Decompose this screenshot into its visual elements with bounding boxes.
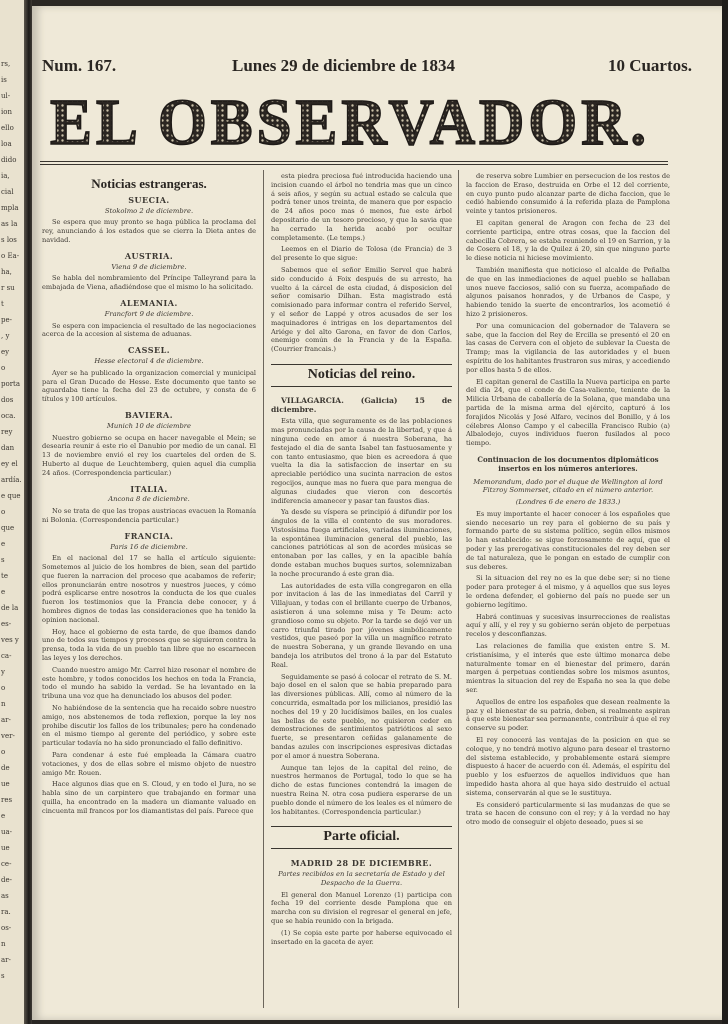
- margin-fragment: ce-: [1, 860, 12, 868]
- margin-fragment: e: [1, 588, 6, 596]
- margin-fragment: ello: [1, 124, 14, 132]
- paragraph: Las relaciones de familia que existen entre S. M. cristianísima, y el interés que este último monarca debe naturalmente tomar en el bienestar del primero, darán margen á perpetuas contiendas sobre los mismos asuntos, mientras la situacion del rey de España no sea la que debe ser.: [466, 642, 670, 695]
- paragraph: Es muy importante el hacer conocer á los españoles que siendo necesario un rey para el gobierno de su país y formando parte de su sistema político, según ellos mismos lo han establecido: se sigue forzosamente de aquí, que el poder y las prerogativas constitucionales del rey deben ser de tal naturaleza, que le pongan en estado de cumplir con sus deberes.: [466, 509, 670, 571]
- masthead-rule-top: [40, 161, 668, 162]
- dateline: Francfort 9 de diciembre.: [104, 309, 194, 318]
- paragraph: Cuando nuestro amigo Mr. Carrel hizo resonar el nombre de este hombre, y todos conocidos los hechos en toda la Francia, todo el mundo ha sabido la verdad. Se ha levantado en la tribuna una voz que ha denunciado los abusos del poder.: [42, 665, 256, 701]
- margin-fragment: n: [1, 700, 6, 708]
- paragraph: Leemos en el Diario de Tolosa (de Francia) de 3 del presente lo que sigue:: [271, 245, 452, 263]
- margin-fragment: que: [1, 524, 15, 532]
- paragraph: Hoy, hace el gobierno de esta tarde, de que íbamos dando uno de todos sus tiempos y procesos que se siguieron contra la prensa, toda la vida de un pueblo tan libre que no escarnecen las leyes y los derechos.: [42, 627, 256, 663]
- paragraph: Se habla del nombramiento del Príncipe Talleyrand para la embajada de Viena, añadiéndose que el mismo lo ha solicitado.: [42, 274, 256, 292]
- margin-fragment: rey: [1, 428, 13, 436]
- margin-fragment: te: [1, 572, 8, 580]
- paragraph: Hace algunos dias que en S. Cloud, y en todo el Jura, no se habla sino de un carpintero que trabajando en formar una quilla, ha encontrado en la madera un diamante valuado en cincuenta mil francos por los diamantistas del país. Parece que: [42, 780, 256, 815]
- subheading: BAVIERA.: [124, 409, 174, 420]
- dateline: Viena 9 de diciembre.: [111, 262, 187, 271]
- section-heading: Parte oficial.: [271, 826, 452, 849]
- margin-fragment: as la: [1, 220, 18, 228]
- margin-fragment: as: [1, 892, 9, 900]
- dateline: Memorandum, dado por el duque de Wellington al lord Fitzroy Sommerset, citado en el número anterior.: [473, 477, 663, 495]
- margin-fragment: ra.: [1, 908, 11, 916]
- margin-fragment: loa: [1, 140, 12, 148]
- paragraph: Ayer se ha publicado la organizacion comercial y municipal para el Gran Ducado de Hesse. Este documento que tanto se aguardaba tiene la fecha del 23 de octubre, y consta de 6 títulos y 100 artículos.: [42, 368, 256, 404]
- paragraph: También manifiesta que noticioso el alcalde de Peñalba de que en las inmediaciones de aquel pueblo se hallaban unos nueve facciosos, salió con su fuerza, acompañado de algunos paisanos honrados, y de Urbanos de Caspe, y habiendo tenido la suerte de encontrarlos, los acometió é hizo 2 prisioneros.: [466, 265, 670, 318]
- paragraph: El capitan general de Castilla la Nueva participa en parte del dia 24, que el conde de Casa-valiente, teniente de la Milicia Urbana de caballería de la Solana, que mandaba una partida de la misma arma del ejército, capturó á los forajidos Nicolás y José Alfaro, vecinos del Bonillo, y á los célebres Alonso Campo y el cabecilla Francisco Rubio (a) Albalodejo, cuyos individuos fueron fusilados al poco tiempo.: [466, 377, 670, 448]
- issue-number: Num. 167.: [42, 56, 117, 75]
- margin-fragment: ia,: [1, 172, 10, 180]
- margin-fragment: ul-: [1, 92, 11, 100]
- margin-fragment: n: [1, 940, 6, 948]
- masthead-title: EL OBSERVADOR.: [50, 88, 650, 154]
- book-gutter: [24, 0, 32, 1024]
- subheading: FRANCIA.: [124, 530, 174, 541]
- margin-fragment: de la: [1, 604, 19, 612]
- paragraph: El capitan general de Aragon con fecha de 23 del corriente participa, entre otras cosas, que la faccion del cabecilla Cobrera, se estaba reuniendo el 19 en Sarrion, y la de Cosera el 18, y la de Quilez á 20, sin que ninguno parte le diese noticia ni hiciese movimiento.: [466, 218, 670, 263]
- margin-fragment: ver-: [1, 732, 15, 740]
- paragraph: Nuestro gobierno se ocupa en hacer navegable el Mein; se desearia reunir á este rio el Danubio por medio de un canal. El 13 de noviembre envió el rey los cuarteles del orden de S. Huberto al duque de Leuchtemberg, quien aquel dia cumplia 24 años. (Correspondencia particular.): [42, 433, 256, 477]
- margin-fragment: s los: [1, 236, 17, 244]
- dateline: Partes recibidos en la secretaría de Estado y del Despacho de la Guerra.: [278, 869, 445, 887]
- margin-fragment: ua-: [1, 828, 13, 836]
- paragraph: Las autoridades de esta villa congregaron en ella por invitacion á las de las inmediatas del Carril y Villajuan, y todas con el brillante cuerpo de Urbanos, asistieron á una solemne misa y Te Deum: acto grandioso como su objeto. Por la tarde se dejó ver un carro triunfal tirado por jóvenes simbólicamente vestidos, que paseó por la villa un magnífico retrato de nuestra Soberana, y un grande llevando en una bandeja los atributos del trono á la par del Estatuto Real.: [271, 581, 452, 669]
- margin-fragment: de: [1, 764, 10, 772]
- issue-price: 10 Cuartos.: [607, 56, 692, 75]
- right-edge: [722, 0, 728, 1024]
- margin-fragment: ves y: [1, 636, 19, 644]
- margin-fragment: e: [1, 812, 6, 820]
- margin-fragment: oca.: [1, 412, 16, 420]
- margin-fragment: ardía.: [1, 476, 22, 484]
- column-2: [271, 172, 452, 1012]
- dateline: Stokolmo 2 de diciembre.: [104, 206, 194, 215]
- newspaper-page: [32, 6, 722, 1020]
- section-heading: Noticias estrangeras.: [91, 176, 207, 191]
- paragraph: Seguidamente se pasó á colocar el retrato de S. M. bajo dosel en el salon que se habia preparado para las diversiones públicas. Allí, como al número de la concurrida, esmaltada por los milicianos, presidió las noches del 19 y 20 lucidísimos bailes, en los cuales las bellas de este pueblo, no quisieron ceder en demostraciones de sentimientos patrióticos al sexo fuerte, se presentaron ceñidas galanamente de bandas azules con inscripciones espresivas dictadas por el amor á nuestra Soberana.: [271, 672, 452, 760]
- lead-line: VILLAGARCIA. (Galicia) 15 de diciembre.: [271, 395, 452, 414]
- subheading: ITALIA.: [130, 483, 168, 494]
- paragraph: El rey conocerá las ventajas de la posicion en que se coloque, y no tendrá motivo alguno para desear el trastorno del sistema establecido, y probablemente estará siempre dispuesto á hacer de acuerdo con él. Además, el espíritu del pueblo y los esfuerzos de aquellos individuos que han impedido hasta ahora al que haya sido destruido el actual sistema, conservarán al que se le sustituya.: [466, 736, 670, 797]
- margin-fragment: , y: [1, 332, 10, 340]
- margin-fragment: o: [1, 364, 6, 372]
- margin-fragment: o: [1, 508, 6, 516]
- margin-fragment: o: [1, 748, 6, 756]
- dateline: Munich 10 de diciembre: [106, 421, 192, 430]
- issue-date: Lunes 29 de diciembre de 1834: [232, 56, 456, 75]
- paragraph: (1) Se copia este parte por haberse equivocado el insertado en la gaceta de ayer.: [271, 928, 452, 946]
- margin-fragment: o: [1, 684, 6, 692]
- margin-fragment: porta: [1, 380, 21, 388]
- margin-fragment: ca-: [1, 652, 12, 660]
- paragraph: Aquellos de entre los españoles que desean realmente la paz y el bienestar de su patria, deben, si realmente aspiran á que este bienestar sea permanente, contribuir á que el rey conserve su poder.: [466, 697, 670, 733]
- paragraph: No habiéndose de la sentencia que ha recaido sobre nuestro amigo, nos abstenemos de toda reflexion, porque la ley nos prohibe discutir los fallos de los tribunales; pero ha condenado en el mismo tiempo al gerente del periódico, y sobre este particular todavía no ha sido pronunciado el fallo definitivo.: [42, 704, 256, 748]
- margin-fragment: ion: [1, 108, 12, 116]
- previous-page-edge: [0, 0, 26, 1024]
- paragraph: Habrá continuas y sucesivas insurrecciones de realistas aquí y allí, y el rey y su gobierno serán objeto de perpetuas recelos y desconfianzas.: [466, 612, 670, 639]
- margin-fragment: t: [1, 300, 4, 308]
- margin-fragment: ey: [1, 348, 10, 356]
- margin-fragment: ar-: [1, 956, 11, 964]
- margin-fragment: ha,: [1, 268, 12, 276]
- margin-fragment: pe-: [1, 316, 12, 324]
- paragraph: esta piedra preciosa fué introducida haciendo una incision cuando el árbol no tendria mas que un cinco á seis años, y según su actual estado se calcula que podrá tener unos treinta, de manera que por espacio de 24 años poco mas ó menos, fue este árbol depositario de un tesoro precioso, y que la savia que ha cerrado la herida acabó por ocultar completamente. (Le temps.): [271, 172, 452, 242]
- column-1: [42, 172, 256, 1012]
- dateline: Ancona 8 de diciembre.: [108, 495, 190, 504]
- margin-fragment: dan: [1, 444, 15, 452]
- column-rule-1: [263, 170, 264, 1008]
- margin-fragment: is: [1, 76, 7, 84]
- masthead-rule-bottom: [40, 164, 668, 165]
- margin-fragment: ue: [1, 844, 10, 852]
- margin-fragment: dos: [1, 396, 14, 404]
- margin-fragment: s: [1, 556, 5, 564]
- subheading: MADRID 28 DE DICIEMBRE.: [290, 858, 433, 869]
- subheading: CASSEL.: [128, 345, 170, 356]
- margin-fragment: ey el: [1, 460, 18, 468]
- column-3: [466, 172, 670, 1012]
- paragraph: Si la situacion del rey no es la que debe ser; si no tiene poder para proteger á el mismo, y á aquellos que sus leyes le ordena defender, el gobierno del país no puede ser un gobierno legítimo.: [466, 574, 670, 609]
- margin-fragment: cial: [1, 188, 14, 196]
- paragraph: Es consideró particularmente si las mudanzas de que se trata se hacen de consuno con el rey; y á la verdad no hay otro modo de conseguir el objeto deseado, pues si se: [466, 800, 670, 827]
- dateline: Hesse electoral 4 de diciembre.: [94, 356, 204, 365]
- margin-fragment: mpla: [1, 204, 19, 212]
- margin-fragment: de-: [1, 876, 12, 884]
- margin-fragment: e: [1, 540, 6, 548]
- margin-fragment: y: [1, 668, 5, 676]
- subheading: ALEMANIA.: [120, 297, 178, 308]
- paragraph: de reserva sobre Lumbier en persecucion de los restos de la faccion de Eraso, destruida en Orbe el 12 del corriente, en cuyo punto pudo alcanzar parte de dicha faccion, que le cedió habiendo consumido á la referida plaza de Pamplona veinte y tantos prisioneros.: [466, 172, 670, 216]
- margin-fragment: o Ea-: [1, 252, 20, 260]
- paragraph: Sabemos que el señor Emilio Servel que habrá sido conducido á Foix después de su arresto, ha vuelto á la cárcel de esta ciudad, á disposicion del señor comisario Dilhan. Esta magistrado está comisionado para informar contra el referido Servel, y el señor de Lappé y otros acusados de ser los maquinadores é intrigas en los departamentos del Ariége y del alto Garona, en favor de don Carlos, enemigo común de la Francia y de la España. (Courrier francais.): [271, 265, 452, 354]
- margin-fragment: r su: [1, 284, 15, 292]
- margin-fragment: s: [1, 972, 5, 980]
- margin-fragment: res: [1, 796, 13, 804]
- masthead: [40, 88, 660, 154]
- subheading: AUSTRIA.: [124, 250, 174, 261]
- paragraph: El general don Manuel Lorenzo (1) participa con fecha 19 del corriente desde Pamplona que en marcha con su division el regresar el general en jefe, que se había reunido con la brigada.: [271, 890, 452, 925]
- section-heading: Noticias del reino.: [271, 364, 452, 387]
- caption: Continuacion de los documentos diplomáticos insertos en los números anteriores.: [477, 454, 659, 473]
- paragraph: Para condenar á este fué empleada la Cámara cuatro votaciones, y dos de ellas sobre el mismo objeto de nuestro amigo Mr. Rouen.: [42, 751, 256, 777]
- dateline: Paris 16 de diciembre.: [110, 542, 188, 551]
- paragraph: Por una comunicacion del gobernador de Talavera se sabe, que la faccion del Rey de Ercilla se presentó el 20 en las casas de Cervera con el objeto de sublevar la Cuesta de Tramp; mas la vigilancia de las autoridades y el buen espíritu de los habitantes frustraron sus miras, y accediendo por ellos hasta 5 de ellos.: [466, 321, 670, 374]
- paragraph: Ya desde su víspera se principió á difundir por los ángulos de la villa el contento de sus moradores. Vistosísima fuega artificiales, variadas iluminaciones, la espontánea iluminacion general del pueblo, las canciones patrióticas al son de acordes músicas se entonaban por las calles, y en la apacible bahía donde estaban muchos buques surtos, solemnizaban la noche procurando á este gran dia.: [271, 508, 452, 578]
- paragraph: Aunque tan lejos de la capital del reino, de nuestros hermanos de Portugal, todo lo que se ha dicho de estas funciones contendrá la imagen de nuestra Reina N. otra cosa pudiera esperarse de un pueblo donde el número de los leales es el número de los habitantes. (Correspondencia particular.): [271, 763, 452, 816]
- margin-fragment: es-: [1, 620, 12, 628]
- column-rule-2: [458, 170, 459, 1008]
- margin-fragment: ar-: [1, 716, 11, 724]
- margin-fragment: os-: [1, 924, 12, 932]
- paragraph: En el nacional del 17 se halla el artículo siguiente: Sometemos al juicio de los hombres de bien, sean del partido que fueren la narracion del proceso que acabamos de referir; ellos pronunciarán entre nosotros y nuestros jueces, y cómo podrá esplicarse entre nosotros la conducta de los que cuales fueron los testimonios que la Francia debe conocer, y á hombres dignos de todas las consideraciones que ha tenido la opinion nacional.: [42, 554, 256, 624]
- margin-fragment: e que: [1, 492, 21, 500]
- margin-fragment: rs,: [1, 60, 11, 68]
- margin-fragment: ue: [1, 780, 10, 788]
- paragraph: No se trata de que las tropas austriacas evacuen la Romanía ni Bolonia. (Correspondencia particular.): [42, 507, 256, 524]
- dateline: (Londres 6 de enero de 1833.): [515, 498, 621, 507]
- margin-fragment: dido: [1, 156, 17, 164]
- paragraph: Se espera que muy pronto se haga pública la proclama del rey, anunciando á los estados que se cierra la Dieta antes de navidad.: [42, 218, 256, 244]
- subheading: SUECIA.: [128, 194, 170, 205]
- paragraph: Se espera con impaciencia el resultado de las negociaciones acerca de la accesion al sistema de aduanas.: [42, 321, 256, 339]
- paragraph: Esta villa, que seguramente es de las poblaciones mas pronunciadas por la causa de la libertad, y que á ninguna cede en amor á nuestra Soberana, ha festejado el dia de santa Isabel tan fastuosamente y con tanto entusiasmo, que bien es acreedora á que vuelta la dia la satisfaccion de insertar en su apreciable periódico una sucinta narracion de estos regocijos, aunque mas no fuera que para mengua de algunas ciudades que vieron con descortés indiferencia amanecer y pasar tan faustos dias.: [271, 417, 452, 505]
